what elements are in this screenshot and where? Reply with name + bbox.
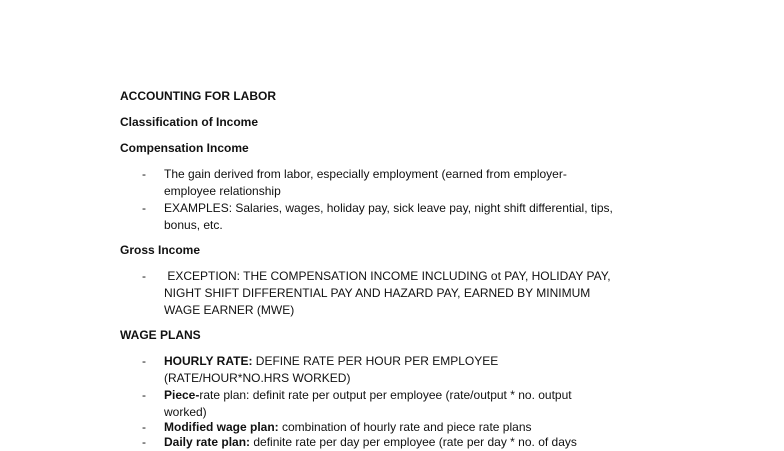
bullet-line: EXAMPLES: Salaries, wages, holiday pay, sick leave pay, night shift differential, tips, [164,201,613,215]
bullet-definition: combination of hourly rate and piece rate plans [278,420,532,434]
heading-gross-income: Gross Income [120,243,201,257]
bullet-line: EXCEPTION: THE COMPENSATION INCOME INCLUDING ot PAY, HOLIDAY PAY, [164,269,611,283]
bullet-definition: DEFINE RATE PER HOUR PER EMPLOYEE [252,354,499,368]
bullet-line [164,353,664,370]
bullet-line [164,434,664,451]
bullet-line: NIGHT SHIFT DIFFERENTIAL PAY AND HAZARD PAY, EARNED BY MINIMUM [164,286,591,300]
bullet-term: Piece- [164,388,200,402]
bullet-text [164,353,664,387]
bullet-dash: - [142,388,146,402]
bullet-text [164,434,664,451]
bullet-dash: - [142,269,146,283]
bullet-dash: - [142,167,146,181]
bullet-dash: - [142,420,146,434]
bullet-term: HOURLY RATE: [164,354,253,368]
bullet-definition: rate plan: definit rate per output per employee (rate/output * no. output [199,388,572,402]
bullet-line: bonus, etc. [164,218,223,232]
bullet-text [164,166,664,200]
bullet-dash: - [142,435,146,449]
bullet-dash: - [142,201,146,215]
bullet-text [164,387,664,421]
bullet-text [164,200,664,234]
bullet-line [164,387,664,404]
document-title: ACCOUNTING FOR LABOR [120,89,276,103]
heading-compensation-income: Compensation Income [120,141,249,155]
bullet-line: employee relationship [164,184,281,198]
bullet-text [164,268,664,319]
heading-classification-of-income: Classification of Income [120,115,259,129]
bullet-line: worked) [164,405,207,419]
bullet-line: The gain derived from labor, especially employment (earned from employer- [164,167,567,181]
bullet-line: WAGE EARNER (MWE) [164,303,295,317]
bullet-line: (RATE/HOUR*NO.HRS WORKED) [164,371,351,385]
bullet-definition: definite rate per day per employee (rate per day * no. of days [250,435,577,449]
bullet-dash: - [142,354,146,368]
bullet-term: Modified wage plan: [164,420,279,434]
bullet-term: Daily rate plan: [164,435,251,449]
heading-wage-plans: WAGE PLANS [120,328,201,342]
